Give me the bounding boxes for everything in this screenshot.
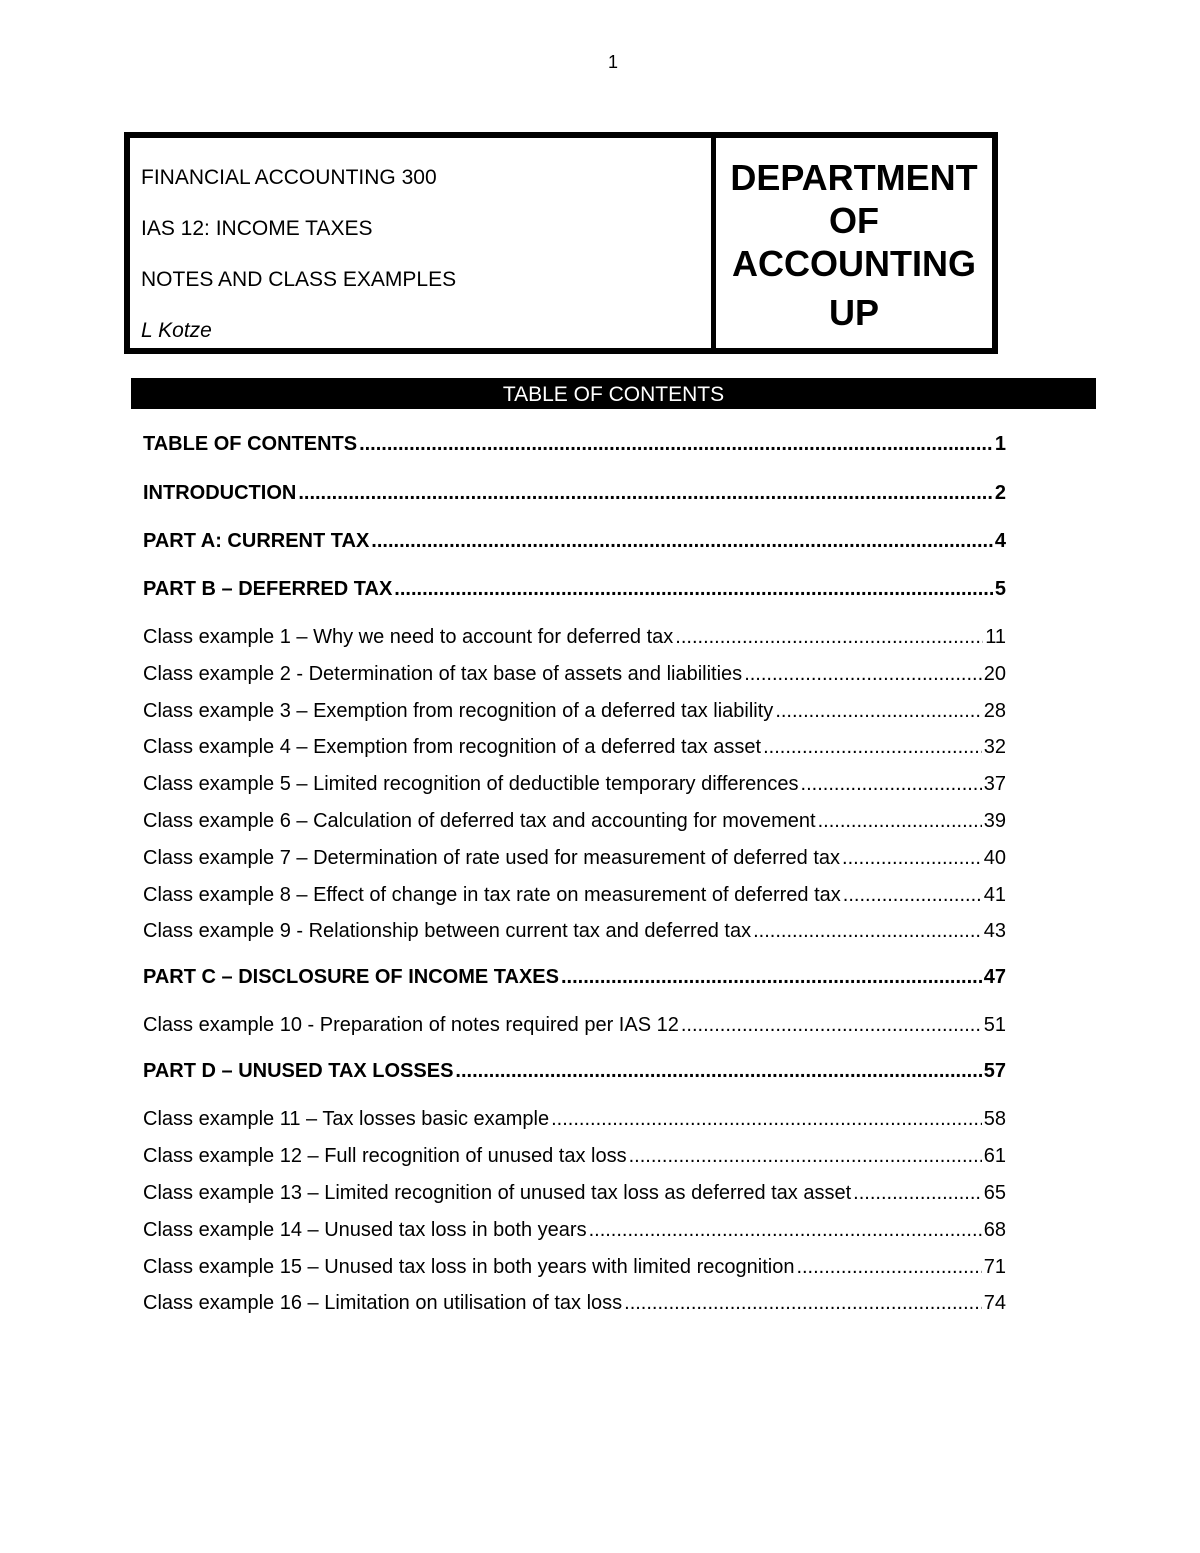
toc-dot-leader [801,766,982,803]
department-line: UP [828,292,879,333]
toc-section-entry[interactable] [143,959,1006,1007]
toc-dot-leader [624,1285,982,1322]
toc-dot-leader [753,913,982,950]
toc-entry-title: Class example 6 – Calculation of deferred tax and accounting for movement [143,809,816,832]
toc-entry-page: 4 [994,530,1006,552]
toc-entry-page: 74 [983,1292,1006,1315]
toc-section-entry[interactable] [143,523,1006,571]
toc-dot-leader [842,840,982,877]
toc-entry-page: 65 [983,1181,1006,1204]
toc-entry-page: 61 [983,1145,1006,1168]
toc-entry-title: Class example 5 – Limited recognition of deductible temporary differences [143,773,799,796]
toc-dot-leader [675,619,983,656]
toc-example-entry[interactable] [143,1138,1006,1175]
toc-dot-leader [589,1212,982,1249]
toc-example-entry[interactable] [143,1212,1006,1249]
toc-entry-page: 1 [994,433,1006,455]
department-line: DEPARTMENT [730,157,978,198]
toc-dot-leader [455,1053,981,1089]
toc-entry-title: Class example 8 – Effect of change in tax rate on measurement of deferred tax [143,883,841,906]
toc-example-entry[interactable] [143,877,1006,914]
toc-entry-title: PART B – DEFERRED TAX [143,578,393,600]
toc-entry-page: 20 [983,662,1006,685]
toc-entry-title: Class example 4 – Exemption from recognition of a deferred tax asset [143,736,762,759]
toc-entry-page: 57 [983,1060,1006,1083]
toc-entry-title: Class example 7 – Determination of rate used for measurement of deferred tax [143,846,841,869]
toc-entry-title: Class example 14 – Unused tax loss in both years [143,1218,587,1241]
toc-dot-leader [818,803,982,840]
toc-dot-leader [853,1175,982,1212]
toc-entry-title: Class example 9 - Relationship between current tax and deferred tax [143,920,752,943]
department-line: OF [829,200,879,241]
toc-dot-leader [298,475,993,511]
toc-entry-page: 41 [983,883,1006,906]
toc-dot-leader [561,959,982,995]
toc-section-entry[interactable] [143,426,1006,475]
toc-dot-leader [744,656,982,693]
toc-section-entry[interactable] [143,475,1006,523]
toc-entry-page: 40 [983,846,1006,869]
toc-dot-leader [394,571,993,607]
toc-dot-leader [763,729,982,766]
course-title: FINANCIAL ACCOUNTING 300 [141,166,437,189]
toc-dot-leader [629,1138,982,1175]
toc-entry-page: 5 [994,578,1006,600]
toc-entry-page: 71 [983,1255,1006,1278]
department-line: ACCOUNTING [732,243,976,284]
toc-entry-title: Class example 16 – Limitation on utilisation of tax loss [143,1292,623,1315]
toc-entry-title: Class example 2 - Determination of tax base of assets and liabilities [143,662,743,685]
author-name: L Kotze [141,319,212,342]
toc-example-entry[interactable] [143,1101,1006,1138]
toc-dot-leader [371,523,993,559]
table-of-contents [143,426,1006,1331]
toc-example-entry[interactable] [143,1175,1006,1212]
toc-section-entry[interactable] [143,571,1006,619]
document-subtitle: NOTES AND CLASS EXAMPLES [141,268,457,291]
toc-example-entry[interactable] [143,1249,1006,1286]
toc-heading-banner: TABLE OF CONTENTS [131,378,1096,409]
toc-example-entry[interactable] [143,656,1006,693]
toc-example-entry[interactable] [143,729,1006,766]
toc-dot-leader [775,693,981,730]
toc-entry-title: Class example 12 – Full recognition of unused tax loss [143,1145,627,1168]
toc-entry-page: 39 [983,809,1006,832]
page-number: 1 [607,52,618,72]
toc-example-entry[interactable] [143,766,1006,803]
title-box-left [130,138,716,348]
toc-entry-title: Class example 13 – Limited recognition of unused tax loss as deferred tax asset [143,1181,852,1204]
toc-entry-page: 51 [983,1014,1006,1037]
toc-example-entry[interactable] [143,619,1006,656]
department-label [716,138,992,348]
toc-dot-leader [551,1101,982,1138]
toc-example-entry[interactable] [143,913,1006,959]
title-box [124,132,998,354]
topic-title: IAS 12: INCOME TAXES [141,217,373,240]
toc-example-entry[interactable] [143,1007,1006,1053]
toc-entry-title: Class example 3 – Exemption from recognition of a deferred tax liability [143,699,774,722]
toc-dot-leader [681,1007,982,1044]
toc-example-entry[interactable] [143,1285,1006,1331]
toc-entry-page: 32 [983,736,1006,759]
toc-entry-title: Class example 10 - Preparation of notes required per IAS 12 [143,1014,679,1037]
toc-entry-page: 47 [983,966,1006,989]
toc-entry-title: PART A: CURRENT TAX [143,530,370,552]
toc-entry-title: Class example 1 – Why we need to account for deferred tax [143,626,674,648]
toc-entry-title: Class example 11 – Tax losses basic example [143,1108,550,1131]
toc-entry-page: 37 [983,773,1006,796]
toc-entry-page: 28 [983,699,1006,722]
toc-entry-page: 43 [983,920,1006,943]
toc-dot-leader [796,1249,981,1286]
toc-entry-page: 11 [985,626,1006,648]
toc-entry-title: INTRODUCTION [143,482,297,504]
toc-dot-leader [359,426,993,462]
toc-dot-leader [843,877,982,914]
toc-entry-page: 2 [994,482,1006,504]
toc-example-entry[interactable] [143,840,1006,877]
toc-section-entry[interactable] [143,1053,1006,1101]
toc-example-entry[interactable] [143,803,1006,840]
toc-entry-page: 68 [983,1218,1006,1241]
toc-entry-title: TABLE OF CONTENTS [143,433,358,455]
toc-entry-page: 58 [983,1108,1006,1131]
toc-entry-title: PART C – DISCLOSURE OF INCOME TAXES [143,966,559,989]
toc-entry-title: Class example 15 – Unused tax loss in both years with limited recognition [143,1255,795,1278]
toc-entry-title: PART D – UNUSED TAX LOSSES [143,1060,454,1083]
toc-example-entry[interactable] [143,693,1006,730]
